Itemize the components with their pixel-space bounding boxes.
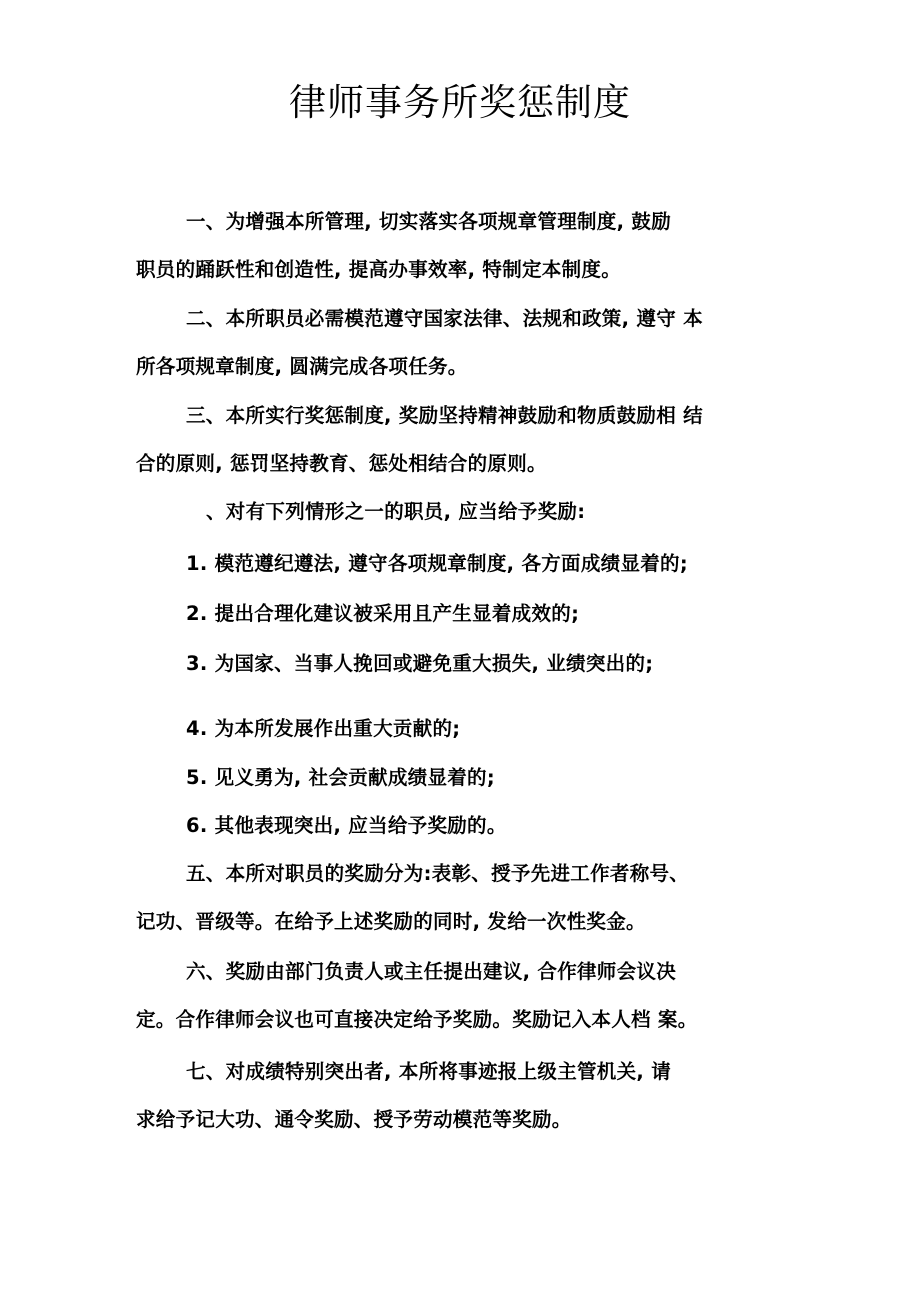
paragraph-2-line-2: 所各项规章制度, 圆满完成各项任务。 <box>136 355 468 378</box>
reward-item-6: 6. 其他表现突出, 应当给予奖励的。 <box>186 814 507 837</box>
paragraph-1-line-2: 职员的踊跃性和创造性, 提高办事效率, 特制定本制度。 <box>136 258 621 281</box>
reward-item-4: 4. 为本所发展作出重大贡献的; <box>186 717 461 740</box>
paragraph-3-line-1: 三、本所实行奖惩制度, 奖励坚持精神鼓励和物质鼓励相 结 <box>186 404 703 427</box>
paragraph-2-line-1: 二、本所职员必需模范遵守国家法律、法规和政策, 遵守 本 <box>186 307 703 330</box>
reward-item-1: 1. 模范遵纪遵法, 遵守各项规章制度, 各方面成绩显着的; <box>186 552 688 575</box>
paragraph-3-line-2: 合的原则, 惩罚坚持教育、惩处相结合的原则。 <box>136 452 547 475</box>
paragraph-5-line-2: 记功、晋级等。在给予上述奖励的同时, 发给一次性奖金。 <box>136 910 646 933</box>
paragraph-4-heading: 、对有下列情形之一的职员, 应当给予奖励: <box>206 500 586 523</box>
paragraph-5-line-1: 五、本所对职员的奖励分为:表彰、授予先进工作者称号、 <box>186 862 690 885</box>
reward-item-5: 5. 见义勇为, 社会贡献成绩显着的; <box>186 766 495 789</box>
paragraph-1-line-1: 一、为增强本所管理, 切实落实各项规章管理制度, 鼓励 <box>186 210 671 233</box>
paragraph-6-line-1: 六、奖励由部门负责人或主任提出建议, 合作律师会议决 <box>186 960 676 983</box>
paragraph-6-line-2: 定。合作律师会议也可直接决定给予奖励。奖励记入本人档 案。 <box>136 1008 698 1031</box>
paragraph-7-line-1: 七、对成绩特别突出者, 本所将事迹报上级主管机关, 请 <box>186 1060 671 1083</box>
reward-item-3: 3. 为国家、当事人挽回或避免重大损失, 业绩突出的; <box>186 652 654 675</box>
reward-item-2: 2. 提出合理化建议被采用且产生显着成效的; <box>186 602 580 625</box>
paragraph-7-line-2: 求给予记大功、通令奖励、授予劳动模范等奖励。 <box>136 1108 572 1131</box>
document-title: 律师事务所奖惩制度 <box>289 81 631 124</box>
